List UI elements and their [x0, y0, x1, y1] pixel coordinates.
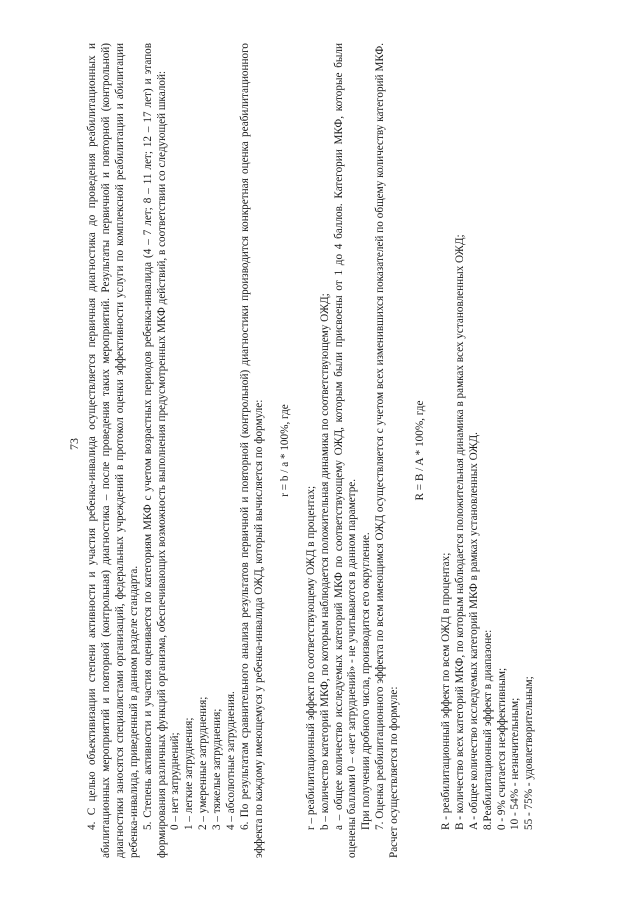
scale-item: 4 – абсолютные затруднения.	[225, 691, 238, 830]
scale-item: 0 – нет затруднений;	[169, 732, 182, 830]
scale-item: 2 – умеренные затруднения;	[197, 696, 210, 830]
definition-R: R - реабилитационный эффект по всем ОЖД в процентах;	[439, 552, 452, 830]
definition-B: B - количество всех категорий МКФ, по которым наблюдается положительная динамика в рамках всех установленных ОЖД;	[453, 234, 466, 830]
range-item: 0 - 9% считается неэффективным;	[495, 667, 508, 830]
scale-item: 3 – тяжелые затруднения;	[211, 708, 224, 830]
definition-a: a – общее количество исследуемых категорий МКФ по соответствующему ОЖД, которым были присвоены от 1 до 4 баллов. Категории МКФ, которые были оценены баллами 0 – «нет затруднений» - не учитываются в данном параметре.	[332, 43, 359, 858]
formula-R: R = B / A * 100%, где	[414, 400, 427, 501]
definition-A: A - общее количество исследуемых категорий МКФ в рамках установленных ОЖД.	[467, 432, 480, 830]
range-item: 55 - 75% - удовлетворительным;	[523, 676, 536, 830]
formula-r: r = b / a * 100%, где	[278, 404, 291, 497]
definition-b: b – количество категорий МКФ, по которым наблюдается положительная динамика по соответствующему ОЖД;	[318, 293, 331, 830]
scale-list	[169, 43, 239, 858]
paragraph-8: 8.Реабилитационный эффект в диапазоне:	[481, 629, 494, 830]
paragraph-4: 4. С целью объективизации степени активности и участия ребенка-инвалида осуществляется первичная диагностика до проведения реабилитационных и абилитационных мероприятий и повторной (контрольная) диагностика – после проведения таких мероприятий. Результаты первичной и повторной (контрольной) диагностики заносятся специалистами организаций, федеральных учреждений в протокол оценки эффективности услуги по комплексной реабилитации и абилитации ребенка-инвалида, приведенный в данном разделе стандарта.	[86, 43, 140, 858]
rounding-note: При получении дробного числа, производится его округление.	[360, 532, 373, 830]
document-body	[86, 43, 537, 858]
paragraph-7: 7. Оценка реабилитационного эффекта по всем имеющимся ОЖД осуществляется с учетом всех изменившихся показателей по общему количеству категорий МКФ. Расчет осуществляется по формуле:	[374, 43, 401, 858]
scale-item: 1 – легкие затруднения;	[183, 717, 196, 830]
range-list	[496, 43, 538, 858]
page-number: 73	[67, 438, 81, 450]
paragraph-6: 6. По результатам сравнительного анализа результатов первичной и повторной (контрольной) диагностики производится конкретная оценка реабилитационного эффекта по каждому имеющемуся у ребенка-инвалида ОЖД, который вычисляется по формуле:	[238, 43, 265, 858]
definition-r: r – реабилитационный эффект по соответствующему ОЖД в процентах;	[304, 485, 317, 830]
range-item: 10 - 54% - незначительным;	[509, 697, 522, 830]
paragraph-5: 5. Степень активности и участия оценивается по категориям МКФ с учетом возрастных периодов ребенка-инвалида (4 – 7 лет; 8 – 11 лет; 12 – 17 лет) и этапов формирования различных функций организма, обеспечивающих возможность выполнения предусмотренных МКФ действий, в соответствии со следующей шкалой:	[141, 43, 168, 858]
